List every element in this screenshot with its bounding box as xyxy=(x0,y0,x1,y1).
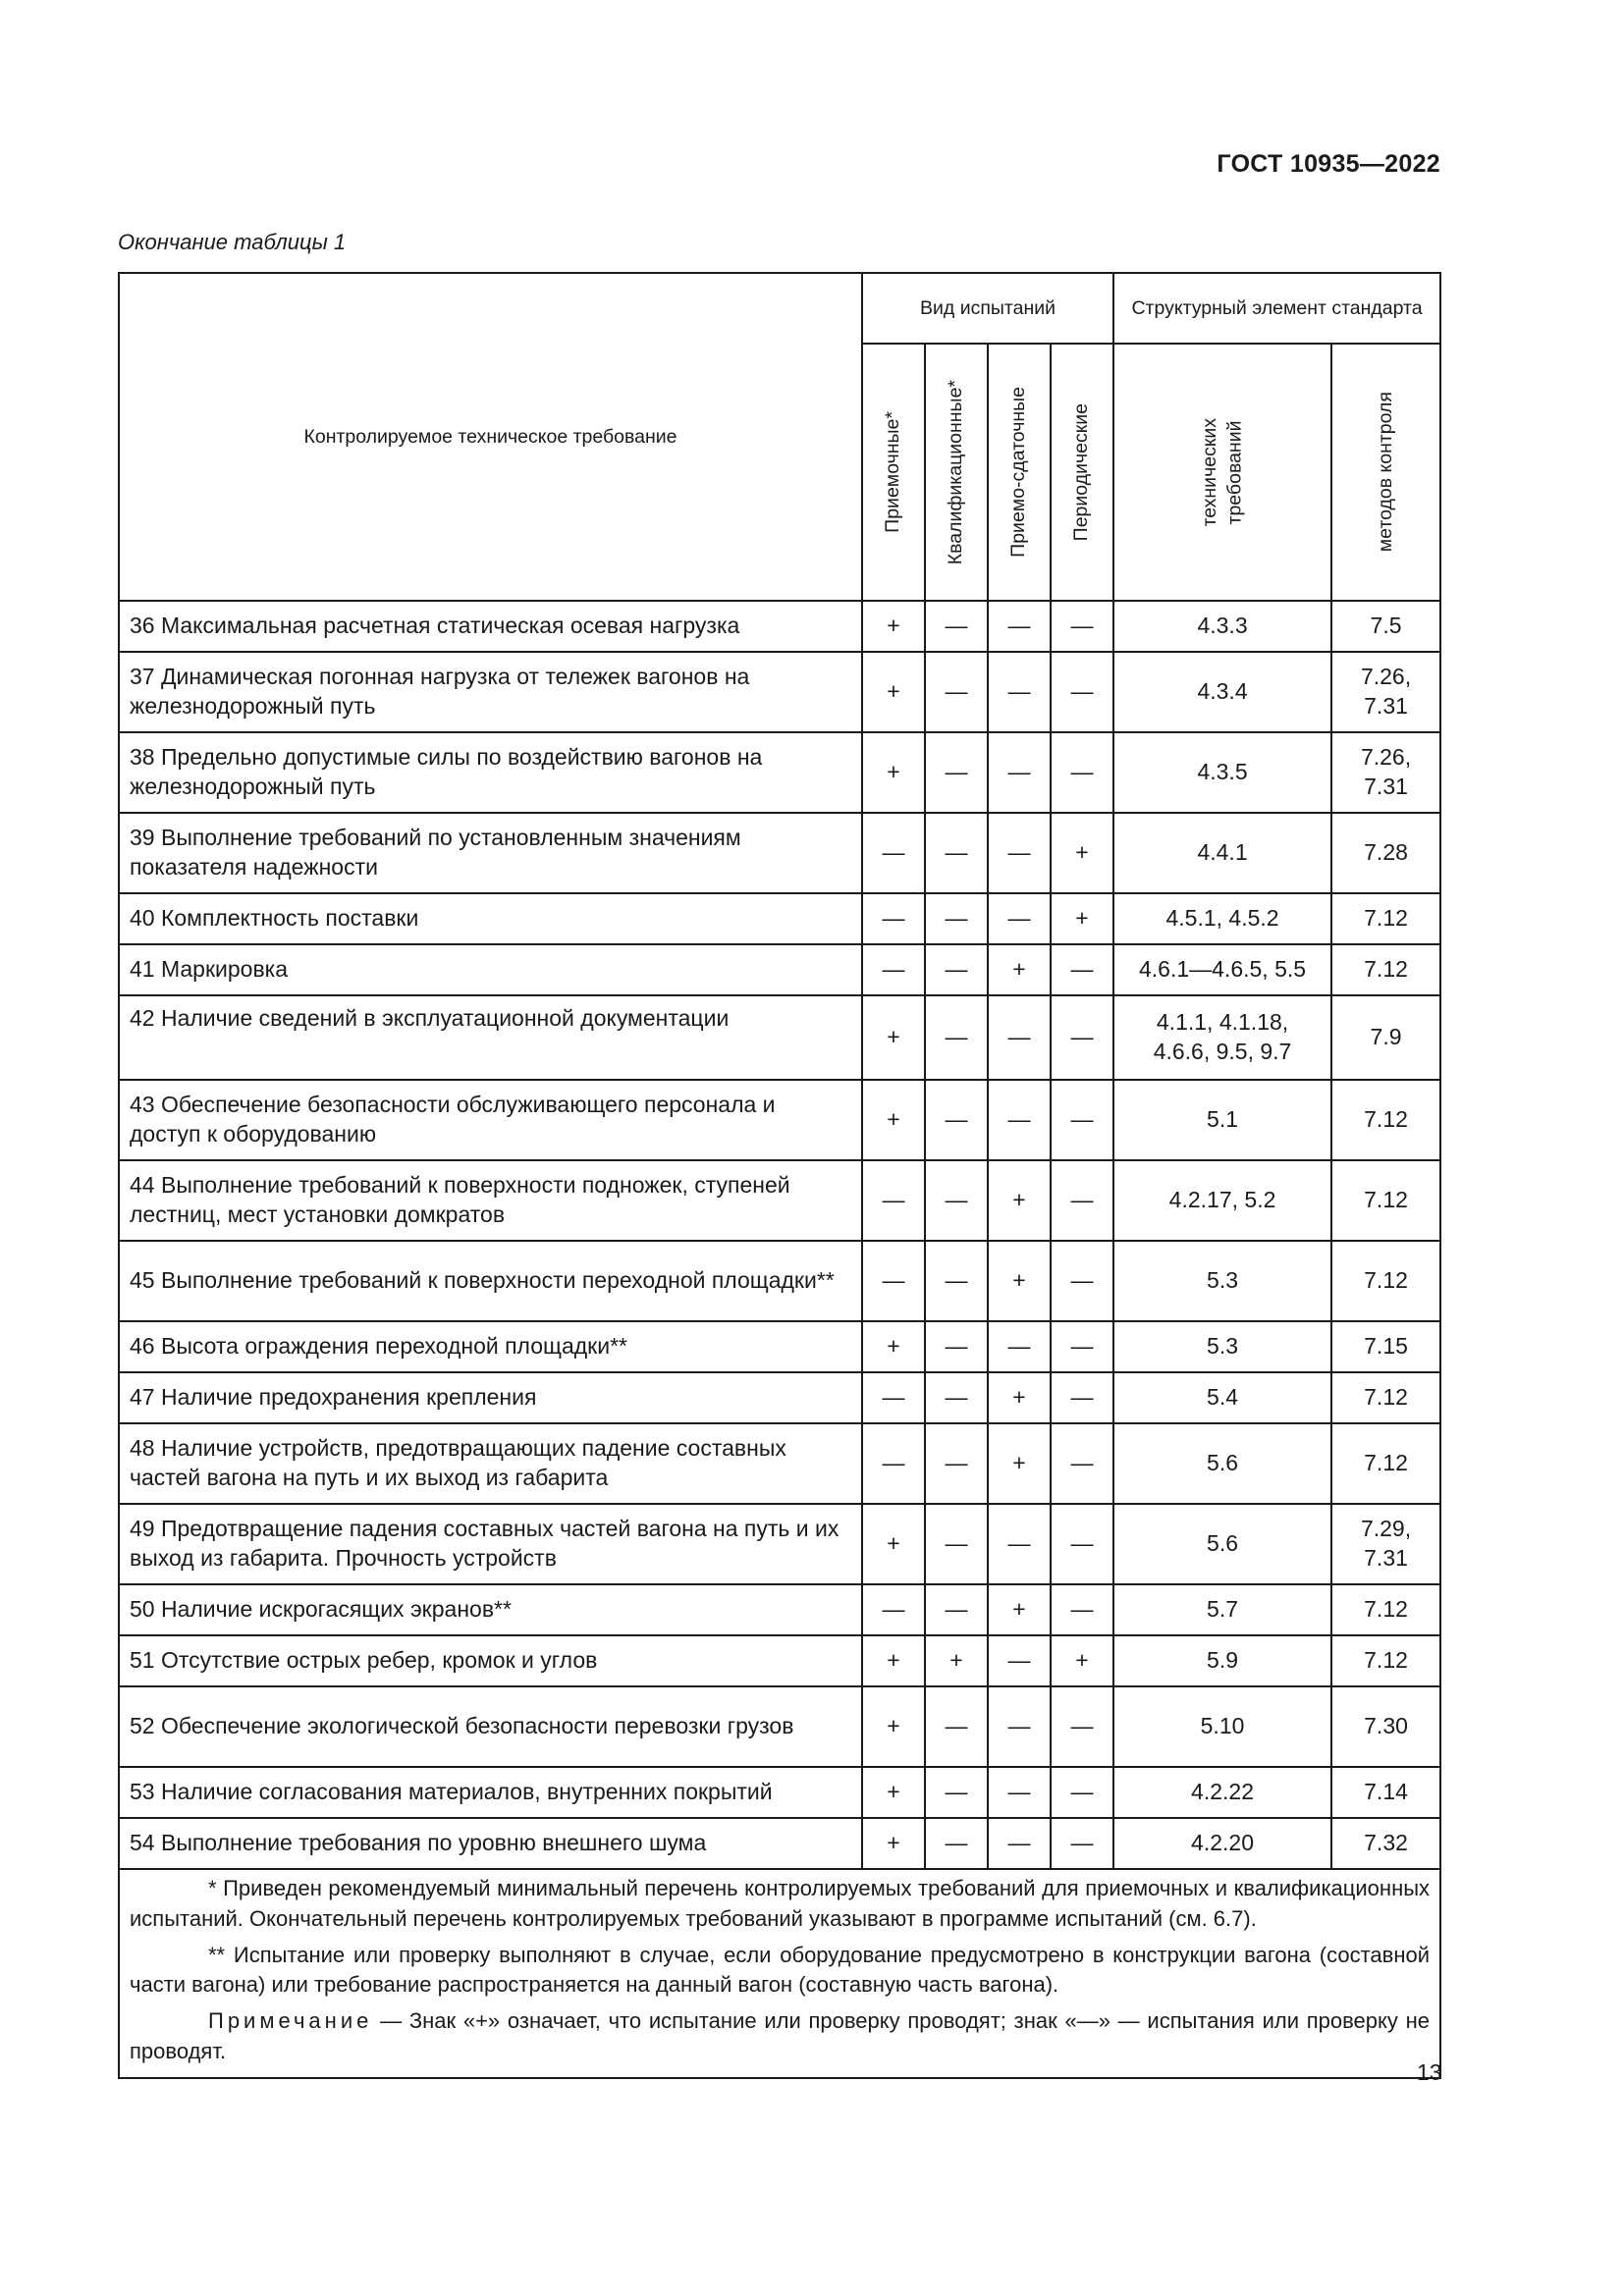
table-row xyxy=(119,944,1440,995)
control-method-ref: 7.14 xyxy=(1331,1767,1440,1818)
acceptance-mark: + xyxy=(862,1818,925,1869)
delivery-mark: — xyxy=(988,1080,1051,1160)
periodic-mark: — xyxy=(1051,1423,1113,1504)
control-method-ref: 7.26, 7.31 xyxy=(1331,652,1440,732)
delivery-mark: + xyxy=(988,1423,1051,1504)
acceptance-mark: + xyxy=(862,1504,925,1584)
tech-requirement-ref: 5.3 xyxy=(1113,1241,1331,1321)
table-row xyxy=(119,1423,1440,1504)
tech-requirement-ref: 5.1 xyxy=(1113,1080,1331,1160)
qualification-mark: — xyxy=(925,652,988,732)
periodic-mark: — xyxy=(1051,1504,1113,1584)
periodic-mark: — xyxy=(1051,1321,1113,1372)
delivery-mark: — xyxy=(988,1767,1051,1818)
table-row xyxy=(119,1321,1440,1372)
standard-number: ГОСТ 10935—2022 xyxy=(1217,150,1440,178)
tech-requirement-ref: 4.2.17, 5.2 xyxy=(1113,1160,1331,1241)
header-structural-element: Структурный элемент стандарта xyxy=(1113,273,1440,344)
qualification-mark: — xyxy=(925,1321,988,1372)
tech-requirement-ref: 4.3.4 xyxy=(1113,652,1331,732)
page-number: 13 xyxy=(1417,2059,1442,2085)
acceptance-mark: — xyxy=(862,944,925,995)
periodic-mark: — xyxy=(1051,1372,1113,1423)
qualification-mark: — xyxy=(925,944,988,995)
qualification-mark: — xyxy=(925,995,988,1080)
periodic-mark: — xyxy=(1051,1767,1113,1818)
control-method-ref: 7.9 xyxy=(1331,995,1440,1080)
acceptance-mark: — xyxy=(862,1372,925,1423)
table-notes xyxy=(119,1869,1440,2078)
delivery-mark: — xyxy=(988,1321,1051,1372)
qualification-mark: — xyxy=(925,601,988,652)
periodic-mark: — xyxy=(1051,944,1113,995)
delivery-mark: — xyxy=(988,1504,1051,1584)
table-row xyxy=(119,1584,1440,1635)
tech-requirement-ref: 4.2.22 xyxy=(1113,1767,1331,1818)
qualification-mark: — xyxy=(925,1160,988,1241)
requirement-cell: 40 Комплектность поставки xyxy=(119,893,862,944)
control-method-ref: 7.12 xyxy=(1331,1241,1440,1321)
acceptance-mark: + xyxy=(862,1635,925,1686)
periodic-mark: — xyxy=(1051,1584,1113,1635)
delivery-mark: + xyxy=(988,1372,1051,1423)
delivery-mark: — xyxy=(988,813,1051,893)
acceptance-mark: + xyxy=(862,732,925,813)
tech-requirement-ref: 4.3.5 xyxy=(1113,732,1331,813)
tech-requirement-ref: 4.3.3 xyxy=(1113,601,1331,652)
acceptance-mark: + xyxy=(862,652,925,732)
table-row xyxy=(119,1635,1440,1686)
requirement-cell: 46 Высота ограждения переходной площадки** xyxy=(119,1321,862,1372)
periodic-mark: + xyxy=(1051,1635,1113,1686)
control-method-ref: 7.12 xyxy=(1331,1160,1440,1241)
control-method-ref: 7.28 xyxy=(1331,813,1440,893)
requirements-table xyxy=(118,272,1441,2079)
table-row xyxy=(119,893,1440,944)
header-acceptance: Приемочные* xyxy=(882,411,904,533)
acceptance-mark: — xyxy=(862,893,925,944)
tech-requirement-ref: 4.1.1, 4.1.18, 4.6.6, 9.5, 9.7 xyxy=(1113,995,1331,1080)
requirement-cell: 52 Обеспечение экологической безопасности перевозки грузов xyxy=(119,1686,862,1767)
requirement-cell: 39 Выполнение требований по установленным значениям показателя надежности xyxy=(119,813,862,893)
requirement-cell: 41 Маркировка xyxy=(119,944,862,995)
table-row xyxy=(119,1372,1440,1423)
table-row xyxy=(119,1818,1440,1869)
tech-requirement-ref: 5.7 xyxy=(1113,1584,1331,1635)
acceptance-mark: + xyxy=(862,1321,925,1372)
acceptance-mark: — xyxy=(862,1584,925,1635)
tech-requirement-ref: 5.6 xyxy=(1113,1504,1331,1584)
header-periodic: Периодические xyxy=(1070,402,1093,542)
requirement-cell: 38 Предельно допустимые силы по воздействию вагонов на железнодорожный путь xyxy=(119,732,862,813)
periodic-mark: — xyxy=(1051,732,1113,813)
requirement-cell: 49 Предотвращение падения составных частей вагона на путь и их выход из габарита. Прочность устройств xyxy=(119,1504,862,1584)
qualification-mark: — xyxy=(925,1767,988,1818)
tech-requirement-ref: 4.6.1—4.6.5, 5.5 xyxy=(1113,944,1331,995)
control-method-ref: 7.26, 7.31 xyxy=(1331,732,1440,813)
periodic-mark: — xyxy=(1051,1686,1113,1767)
qualification-mark: — xyxy=(925,893,988,944)
delivery-mark: — xyxy=(988,893,1051,944)
delivery-mark: + xyxy=(988,944,1051,995)
requirement-cell: 42 Наличие сведений в эксплуатационной документации xyxy=(119,995,862,1080)
footnote-2: ** Испытание или проверку выполняют в случае, если оборудование предусмотрено в конструкции вагона (составной части вагона) или требование распространяется на данный вагон (составную часть вагона). xyxy=(130,1942,1431,1998)
acceptance-mark: — xyxy=(862,1423,925,1504)
requirement-cell: 45 Выполнение требований к поверхности переходной площадки** xyxy=(119,1241,862,1321)
table-row xyxy=(119,1686,1440,1767)
acceptance-mark: — xyxy=(862,813,925,893)
control-method-ref: 7.12 xyxy=(1331,893,1440,944)
footnote-1: * Приведен рекомендуемый минимальный перечень контролируемых требований для приемочных и квалификационных испытаний. Окончательный перечень контролируемых требований указывают в программе испытаний (см. 6.7). xyxy=(130,1876,1431,1931)
qualification-mark: — xyxy=(925,1423,988,1504)
header-test-types: Вид испытаний xyxy=(862,273,1113,344)
acceptance-mark: + xyxy=(862,1080,925,1160)
header-delivery: Приемо-сдаточные xyxy=(1007,387,1030,558)
qualification-mark: — xyxy=(925,1818,988,1869)
acceptance-mark: — xyxy=(862,1241,925,1321)
qualification-mark: — xyxy=(925,813,988,893)
requirement-cell: 51 Отсутствие острых ребер, кромок и углов xyxy=(119,1635,862,1686)
table-row xyxy=(119,1241,1440,1321)
acceptance-mark: + xyxy=(862,1767,925,1818)
delivery-mark: — xyxy=(988,652,1051,732)
note xyxy=(130,2006,1430,2067)
tech-requirement-ref: 4.2.20 xyxy=(1113,1818,1331,1869)
periodic-mark: — xyxy=(1051,1818,1113,1869)
delivery-mark: — xyxy=(988,995,1051,1080)
periodic-mark: — xyxy=(1051,1080,1113,1160)
periodic-mark: — xyxy=(1051,1241,1113,1321)
delivery-mark: + xyxy=(988,1241,1051,1321)
header-tech-requirements: технических требований xyxy=(1198,417,1246,527)
control-method-ref: 7.29, 7.31 xyxy=(1331,1504,1440,1584)
table-row xyxy=(119,1160,1440,1241)
acceptance-mark: — xyxy=(862,1160,925,1241)
periodic-mark: — xyxy=(1051,995,1113,1080)
table-row xyxy=(119,1767,1440,1818)
delivery-mark: — xyxy=(988,732,1051,813)
control-method-ref: 7.32 xyxy=(1331,1818,1440,1869)
qualification-mark: — xyxy=(925,732,988,813)
table-row xyxy=(119,601,1440,652)
requirement-cell: 44 Выполнение требований к поверхности подножек, ступеней лестниц, мест установки домкратов xyxy=(119,1160,862,1241)
acceptance-mark: + xyxy=(862,1686,925,1767)
requirement-cell: 48 Наличие устройств, предотвращающих падение составных частей вагона на путь и их выход из габарита xyxy=(119,1423,862,1504)
control-method-ref: 7.12 xyxy=(1331,1423,1440,1504)
tech-requirement-ref: 4.5.1, 4.5.2 xyxy=(1113,893,1331,944)
tech-requirement-ref: 5.9 xyxy=(1113,1635,1331,1686)
control-method-ref: 7.12 xyxy=(1331,944,1440,995)
acceptance-mark: + xyxy=(862,601,925,652)
header-qualification: Квалификационные* xyxy=(945,379,967,565)
delivery-mark: — xyxy=(988,601,1051,652)
table-row xyxy=(119,652,1440,732)
control-method-ref: 7.12 xyxy=(1331,1584,1440,1635)
table-caption: Окончание таблицы 1 xyxy=(118,230,347,254)
delivery-mark: + xyxy=(988,1160,1051,1241)
control-method-ref: 7.12 xyxy=(1331,1635,1440,1686)
requirement-cell: 53 Наличие согласования материалов, внутренних покрытий xyxy=(119,1767,862,1818)
delivery-mark: — xyxy=(988,1818,1051,1869)
table-row xyxy=(119,732,1440,813)
qualification-mark: + xyxy=(925,1635,988,1686)
requirement-cell: 47 Наличие предохранения крепления xyxy=(119,1372,862,1423)
requirement-cell: 54 Выполнение требования по уровню внешнего шума xyxy=(119,1818,862,1869)
tech-requirement-ref: 4.4.1 xyxy=(1113,813,1331,893)
tech-requirement-ref: 5.6 xyxy=(1113,1423,1331,1504)
tech-requirement-ref: 5.4 xyxy=(1113,1372,1331,1423)
requirement-cell: 37 Динамическая погонная нагрузка от тележек вагонов на железнодорожный путь xyxy=(119,652,862,732)
control-method-ref: 7.30 xyxy=(1331,1686,1440,1767)
control-method-ref: 7.5 xyxy=(1331,601,1440,652)
qualification-mark: — xyxy=(925,1686,988,1767)
qualification-mark: — xyxy=(925,1080,988,1160)
requirement-cell: 50 Наличие искрогасящих экранов** xyxy=(119,1584,862,1635)
control-method-ref: 7.12 xyxy=(1331,1372,1440,1423)
periodic-mark: — xyxy=(1051,1160,1113,1241)
note-text: — Знак «+» означает, что испытание или проверку проводят; знак «—» — испытания или проверку не проводят. xyxy=(130,2008,1431,2063)
periodic-mark: + xyxy=(1051,893,1113,944)
table-row xyxy=(119,813,1440,893)
delivery-mark: — xyxy=(988,1686,1051,1767)
table-row xyxy=(119,1504,1440,1584)
table-row xyxy=(119,995,1440,1080)
acceptance-mark: + xyxy=(862,995,925,1080)
note-label: Примечание xyxy=(208,2008,373,2034)
delivery-mark: — xyxy=(988,1635,1051,1686)
tech-requirement-ref: 5.10 xyxy=(1113,1686,1331,1767)
header-requirement: Контролируемое техническое требование xyxy=(119,273,862,601)
delivery-mark: + xyxy=(988,1584,1051,1635)
qualification-mark: — xyxy=(925,1372,988,1423)
periodic-mark: + xyxy=(1051,813,1113,893)
periodic-mark: — xyxy=(1051,601,1113,652)
qualification-mark: — xyxy=(925,1241,988,1321)
table-row xyxy=(119,1080,1440,1160)
periodic-mark: — xyxy=(1051,652,1113,732)
control-method-ref: 7.15 xyxy=(1331,1321,1440,1372)
requirement-cell: 43 Обеспечение безопасности обслуживающего персонала и доступ к оборудованию xyxy=(119,1080,862,1160)
qualification-mark: — xyxy=(925,1584,988,1635)
tech-requirement-ref: 5.3 xyxy=(1113,1321,1331,1372)
requirement-cell: 36 Максимальная расчетная статическая осевая нагрузка xyxy=(119,601,862,652)
qualification-mark: — xyxy=(925,1504,988,1584)
header-control-methods: методов контроля xyxy=(1374,392,1396,553)
control-method-ref: 7.12 xyxy=(1331,1080,1440,1160)
